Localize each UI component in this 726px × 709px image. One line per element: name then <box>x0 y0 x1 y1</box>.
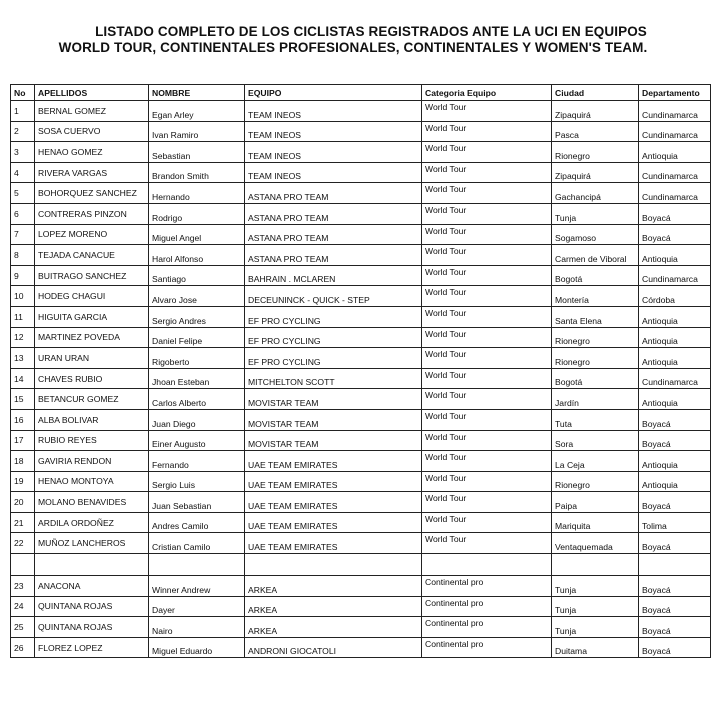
row-number: 1 <box>11 101 35 122</box>
table-row <box>11 637 711 658</box>
departamento-cell: Antioquia <box>639 142 711 163</box>
world-tour-section <box>11 101 711 554</box>
document-title-line-2: WORLD TOUR, CONTINENTALES PROFESIONALES, CONTINENTALES Y WOMEN'S TEAM. <box>58 40 648 55</box>
departamento-cell: Antioquia <box>639 348 711 369</box>
categoria-cell: World Tour <box>422 224 552 245</box>
apellidos-cell: BUITRAGO SANCHEZ <box>35 265 149 286</box>
table-row <box>11 183 711 204</box>
blank-cell <box>422 554 552 576</box>
departamento-cell: Cundinamarca <box>639 101 711 122</box>
equipo-cell: EF PRO CYCLING <box>245 306 422 327</box>
equipo-cell: UAE TEAM EMIRATES <box>245 533 422 554</box>
cyclists-table <box>10 84 711 658</box>
apellidos-cell: CHAVES RUBIO <box>35 368 149 389</box>
ciudad-cell: Ventaquemada <box>552 533 639 554</box>
ciudad-cell: Jardín <box>552 389 639 410</box>
apellidos-cell: URAN URAN <box>35 348 149 369</box>
categoria-cell: World Tour <box>422 430 552 451</box>
ciudad-cell: Carmen de Viboral <box>552 245 639 266</box>
departamento-cell: Cundinamarca <box>639 162 711 183</box>
ciudad-cell: Rionegro <box>552 348 639 369</box>
nombre-cell: Brandon Smith <box>149 162 245 183</box>
nombre-cell: Sergio Andres <box>149 306 245 327</box>
departamento-cell: Cundinamarca <box>639 121 711 142</box>
row-number: 4 <box>11 162 35 183</box>
apellidos-cell: MOLANO BENAVIDES <box>35 492 149 513</box>
apellidos-cell: BOHORQUEZ SANCHEZ <box>35 183 149 204</box>
apellidos-cell: LOPEZ MORENO <box>35 224 149 245</box>
departamento-cell: Boyacá <box>639 576 711 597</box>
equipo-cell: TEAM INEOS <box>245 121 422 142</box>
blank-cell <box>35 554 149 576</box>
equipo-cell: UAE TEAM EMIRATES <box>245 471 422 492</box>
table-row <box>11 512 711 533</box>
apellidos-cell: ALBA BOLIVAR <box>35 409 149 430</box>
column-header: No <box>11 85 35 101</box>
ciudad-cell: Tunja <box>552 617 639 638</box>
column-header: Categoria Equipo <box>422 85 552 101</box>
ciudad-cell: Rionegro <box>552 327 639 348</box>
table-row <box>11 430 711 451</box>
equipo-cell: UAE TEAM EMIRATES <box>245 451 422 472</box>
departamento-cell: Cundinamarca <box>639 183 711 204</box>
continental-section <box>11 576 711 658</box>
apellidos-cell: CONTRERAS PINZON <box>35 203 149 224</box>
ciudad-cell: Paipa <box>552 492 639 513</box>
departamento-cell: Boyacá <box>639 617 711 638</box>
nombre-cell: Daniel Felipe <box>149 327 245 348</box>
equipo-cell: UAE TEAM EMIRATES <box>245 492 422 513</box>
row-number: 20 <box>11 492 35 513</box>
table-row <box>11 327 711 348</box>
ciudad-cell: Zipaquirá <box>552 101 639 122</box>
ciudad-cell: Pasca <box>552 121 639 142</box>
equipo-cell: ASTANA PRO TEAM <box>245 245 422 266</box>
apellidos-cell: BERNAL GOMEZ <box>35 101 149 122</box>
ciudad-cell: Tunja <box>552 576 639 597</box>
nombre-cell: Egan Arley <box>149 101 245 122</box>
apellidos-cell: GAVIRIA RENDON <box>35 451 149 472</box>
nombre-cell: Nairo <box>149 617 245 638</box>
row-number: 11 <box>11 306 35 327</box>
row-number: 24 <box>11 596 35 617</box>
row-number: 12 <box>11 327 35 348</box>
equipo-cell: MOVISTAR TEAM <box>245 430 422 451</box>
row-number: 18 <box>11 451 35 472</box>
nombre-cell: Juan Sebastian <box>149 492 245 513</box>
categoria-cell: World Tour <box>422 162 552 183</box>
ciudad-cell: Zipaquirá <box>552 162 639 183</box>
categoria-cell: World Tour <box>422 327 552 348</box>
equipo-cell: ARKEA <box>245 617 422 638</box>
nombre-cell: Miguel Angel <box>149 224 245 245</box>
ciudad-cell: Santa Elena <box>552 306 639 327</box>
equipo-cell: ARKEA <box>245 596 422 617</box>
column-header: Departamento <box>639 85 711 101</box>
equipo-cell: EF PRO CYCLING <box>245 348 422 369</box>
apellidos-cell: ARDILA ORDOÑEZ <box>35 512 149 533</box>
row-number: 5 <box>11 183 35 204</box>
table-row <box>11 451 711 472</box>
table-row <box>11 306 711 327</box>
row-number: 17 <box>11 430 35 451</box>
departamento-cell: Córdoba <box>639 286 711 307</box>
row-number: 19 <box>11 471 35 492</box>
departamento-cell: Antioquia <box>639 327 711 348</box>
nombre-cell: Carlos Alberto <box>149 389 245 410</box>
nombre-cell: Dayer <box>149 596 245 617</box>
equipo-cell: ANDRONI GIOCATOLI <box>245 637 422 658</box>
row-number: 7 <box>11 224 35 245</box>
apellidos-cell: ANACONA <box>35 576 149 597</box>
departamento-cell: Boyacá <box>639 224 711 245</box>
table-row <box>11 142 711 163</box>
equipo-cell: BAHRAIN . MCLAREN <box>245 265 422 286</box>
column-header: Ciudad <box>552 85 639 101</box>
equipo-cell: MITCHELTON SCOTT <box>245 368 422 389</box>
departamento-cell: Boyacá <box>639 409 711 430</box>
row-number: 2 <box>11 121 35 142</box>
equipo-cell: TEAM INEOS <box>245 101 422 122</box>
categoria-cell: World Tour <box>422 512 552 533</box>
categoria-cell: World Tour <box>422 245 552 266</box>
nombre-cell: Einer Augusto <box>149 430 245 451</box>
table-row <box>11 389 711 410</box>
table-header-row <box>11 85 711 101</box>
categoria-cell: World Tour <box>422 265 552 286</box>
nombre-cell: Alvaro Jose <box>149 286 245 307</box>
departamento-cell: Boyacá <box>639 430 711 451</box>
table-row <box>11 101 711 122</box>
equipo-cell: ARKEA <box>245 576 422 597</box>
categoria-cell: World Tour <box>422 142 552 163</box>
categoria-cell: World Tour <box>422 306 552 327</box>
equipo-cell: MOVISTAR TEAM <box>245 409 422 430</box>
departamento-cell: Antioquia <box>639 471 711 492</box>
nombre-cell: Harol Alfonso <box>149 245 245 266</box>
departamento-cell: Boyacá <box>639 533 711 554</box>
categoria-cell: Continental pro <box>422 637 552 658</box>
categoria-cell: World Tour <box>422 451 552 472</box>
apellidos-cell: HODEG CHAGUI <box>35 286 149 307</box>
ciudad-cell: Rionegro <box>552 142 639 163</box>
nombre-cell: Rodrigo <box>149 203 245 224</box>
apellidos-cell: QUINTANA ROJAS <box>35 617 149 638</box>
ciudad-cell: Bogotá <box>552 368 639 389</box>
nombre-cell: Juan Diego <box>149 409 245 430</box>
equipo-cell: ASTANA PRO TEAM <box>245 183 422 204</box>
section-spacer <box>11 554 711 576</box>
row-number: 15 <box>11 389 35 410</box>
table-row <box>11 286 711 307</box>
categoria-cell: World Tour <box>422 183 552 204</box>
categoria-cell: World Tour <box>422 203 552 224</box>
nombre-cell: Hernando <box>149 183 245 204</box>
table-row <box>11 409 711 430</box>
column-header: EQUIPO <box>245 85 422 101</box>
row-number: 13 <box>11 348 35 369</box>
row-number: 16 <box>11 409 35 430</box>
nombre-cell: Miguel Eduardo <box>149 637 245 658</box>
equipo-cell: EF PRO CYCLING <box>245 327 422 348</box>
categoria-cell: Continental pro <box>422 596 552 617</box>
nombre-cell: Rigoberto <box>149 348 245 369</box>
nombre-cell: Cristian Camilo <box>149 533 245 554</box>
apellidos-cell: HENAO GOMEZ <box>35 142 149 163</box>
nombre-cell: Winner Andrew <box>149 576 245 597</box>
nombre-cell: Sergio Luis <box>149 471 245 492</box>
apellidos-cell: RUBIO REYES <box>35 430 149 451</box>
ciudad-cell: La Ceja <box>552 451 639 472</box>
departamento-cell: Antioquia <box>639 451 711 472</box>
apellidos-cell: TEJADA CANACUE <box>35 245 149 266</box>
row-number: 25 <box>11 617 35 638</box>
ciudad-cell: Tunja <box>552 203 639 224</box>
categoria-cell: World Tour <box>422 409 552 430</box>
categoria-cell: World Tour <box>422 533 552 554</box>
table-row <box>11 265 711 286</box>
table-row <box>11 162 711 183</box>
nombre-cell: Sebastian <box>149 142 245 163</box>
table-row <box>11 121 711 142</box>
column-header: APELLIDOS <box>35 85 149 101</box>
equipo-cell: DECEUNINCK - QUICK - STEP <box>245 286 422 307</box>
apellidos-cell: HENAO MONTOYA <box>35 471 149 492</box>
categoria-cell: World Tour <box>422 471 552 492</box>
departamento-cell: Tolima <box>639 512 711 533</box>
categoria-cell: World Tour <box>422 492 552 513</box>
categoria-cell: World Tour <box>422 389 552 410</box>
row-number: 8 <box>11 245 35 266</box>
row-number: 10 <box>11 286 35 307</box>
nombre-cell: Fernando <box>149 451 245 472</box>
departamento-cell: Antioquia <box>639 245 711 266</box>
categoria-cell: World Tour <box>422 286 552 307</box>
document-title-line-1: LISTADO COMPLETO DE LOS CICLISTAS REGISTRADOS ANTE LA UCI EN EQUIPOS <box>95 24 647 39</box>
ciudad-cell: Gachancipá <box>552 183 639 204</box>
equipo-cell: UAE TEAM EMIRATES <box>245 512 422 533</box>
table-row <box>11 203 711 224</box>
departamento-cell: Boyacá <box>639 596 711 617</box>
blank-cell <box>552 554 639 576</box>
categoria-cell: Continental pro <box>422 617 552 638</box>
ciudad-cell: Rionegro <box>552 471 639 492</box>
apellidos-cell: BETANCUR GOMEZ <box>35 389 149 410</box>
departamento-cell: Antioquia <box>639 389 711 410</box>
categoria-cell: Continental pro <box>422 576 552 597</box>
row-number: 9 <box>11 265 35 286</box>
ciudad-cell: Duitama <box>552 637 639 658</box>
column-header: NOMBRE <box>149 85 245 101</box>
categoria-cell: World Tour <box>422 348 552 369</box>
categoria-cell: World Tour <box>422 121 552 142</box>
departamento-cell: Boyacá <box>639 637 711 658</box>
table-row <box>11 596 711 617</box>
table-row <box>11 533 711 554</box>
table-row <box>11 471 711 492</box>
blank-cell <box>245 554 422 576</box>
table-row <box>11 492 711 513</box>
apellidos-cell: FLOREZ LOPEZ <box>35 637 149 658</box>
categoria-cell: World Tour <box>422 101 552 122</box>
row-number: 14 <box>11 368 35 389</box>
ciudad-cell: Montería <box>552 286 639 307</box>
row-number: 6 <box>11 203 35 224</box>
row-number: 26 <box>11 637 35 658</box>
apellidos-cell: SOSA CUERVO <box>35 121 149 142</box>
table-row <box>11 224 711 245</box>
departamento-cell: Boyacá <box>639 492 711 513</box>
table-row <box>11 348 711 369</box>
table-row <box>11 368 711 389</box>
row-number: 23 <box>11 576 35 597</box>
blank-cell <box>639 554 711 576</box>
blank-row <box>11 554 711 576</box>
blank-cell <box>149 554 245 576</box>
table-row <box>11 245 711 266</box>
ciudad-cell: Bogotá <box>552 265 639 286</box>
categoria-cell: World Tour <box>422 368 552 389</box>
equipo-cell: ASTANA PRO TEAM <box>245 203 422 224</box>
departamento-cell: Boyacá <box>639 203 711 224</box>
apellidos-cell: HIGUITA GARCIA <box>35 306 149 327</box>
nombre-cell: Santiago <box>149 265 245 286</box>
apellidos-cell: QUINTANA ROJAS <box>35 596 149 617</box>
ciudad-cell: Tuta <box>552 409 639 430</box>
nombre-cell: Jhoan Esteban <box>149 368 245 389</box>
ciudad-cell: Tunja <box>552 596 639 617</box>
departamento-cell: Antioquia <box>639 306 711 327</box>
nombre-cell: Andres Camilo <box>149 512 245 533</box>
ciudad-cell: Mariquita <box>552 512 639 533</box>
equipo-cell: TEAM INEOS <box>245 162 422 183</box>
departamento-cell: Cundinamarca <box>639 265 711 286</box>
equipo-cell: MOVISTAR TEAM <box>245 389 422 410</box>
blank-cell <box>11 554 35 576</box>
apellidos-cell: MARTINEZ POVEDA <box>35 327 149 348</box>
table-row <box>11 617 711 638</box>
nombre-cell: Ivan Ramiro <box>149 121 245 142</box>
row-number: 22 <box>11 533 35 554</box>
table-row <box>11 576 711 597</box>
apellidos-cell: RIVERA VARGAS <box>35 162 149 183</box>
equipo-cell: TEAM INEOS <box>245 142 422 163</box>
row-number: 3 <box>11 142 35 163</box>
ciudad-cell: Sora <box>552 430 639 451</box>
equipo-cell: ASTANA PRO TEAM <box>245 224 422 245</box>
ciudad-cell: Sogamoso <box>552 224 639 245</box>
row-number: 21 <box>11 512 35 533</box>
departamento-cell: Cundinamarca <box>639 368 711 389</box>
apellidos-cell: MUÑOZ LANCHEROS <box>35 533 149 554</box>
